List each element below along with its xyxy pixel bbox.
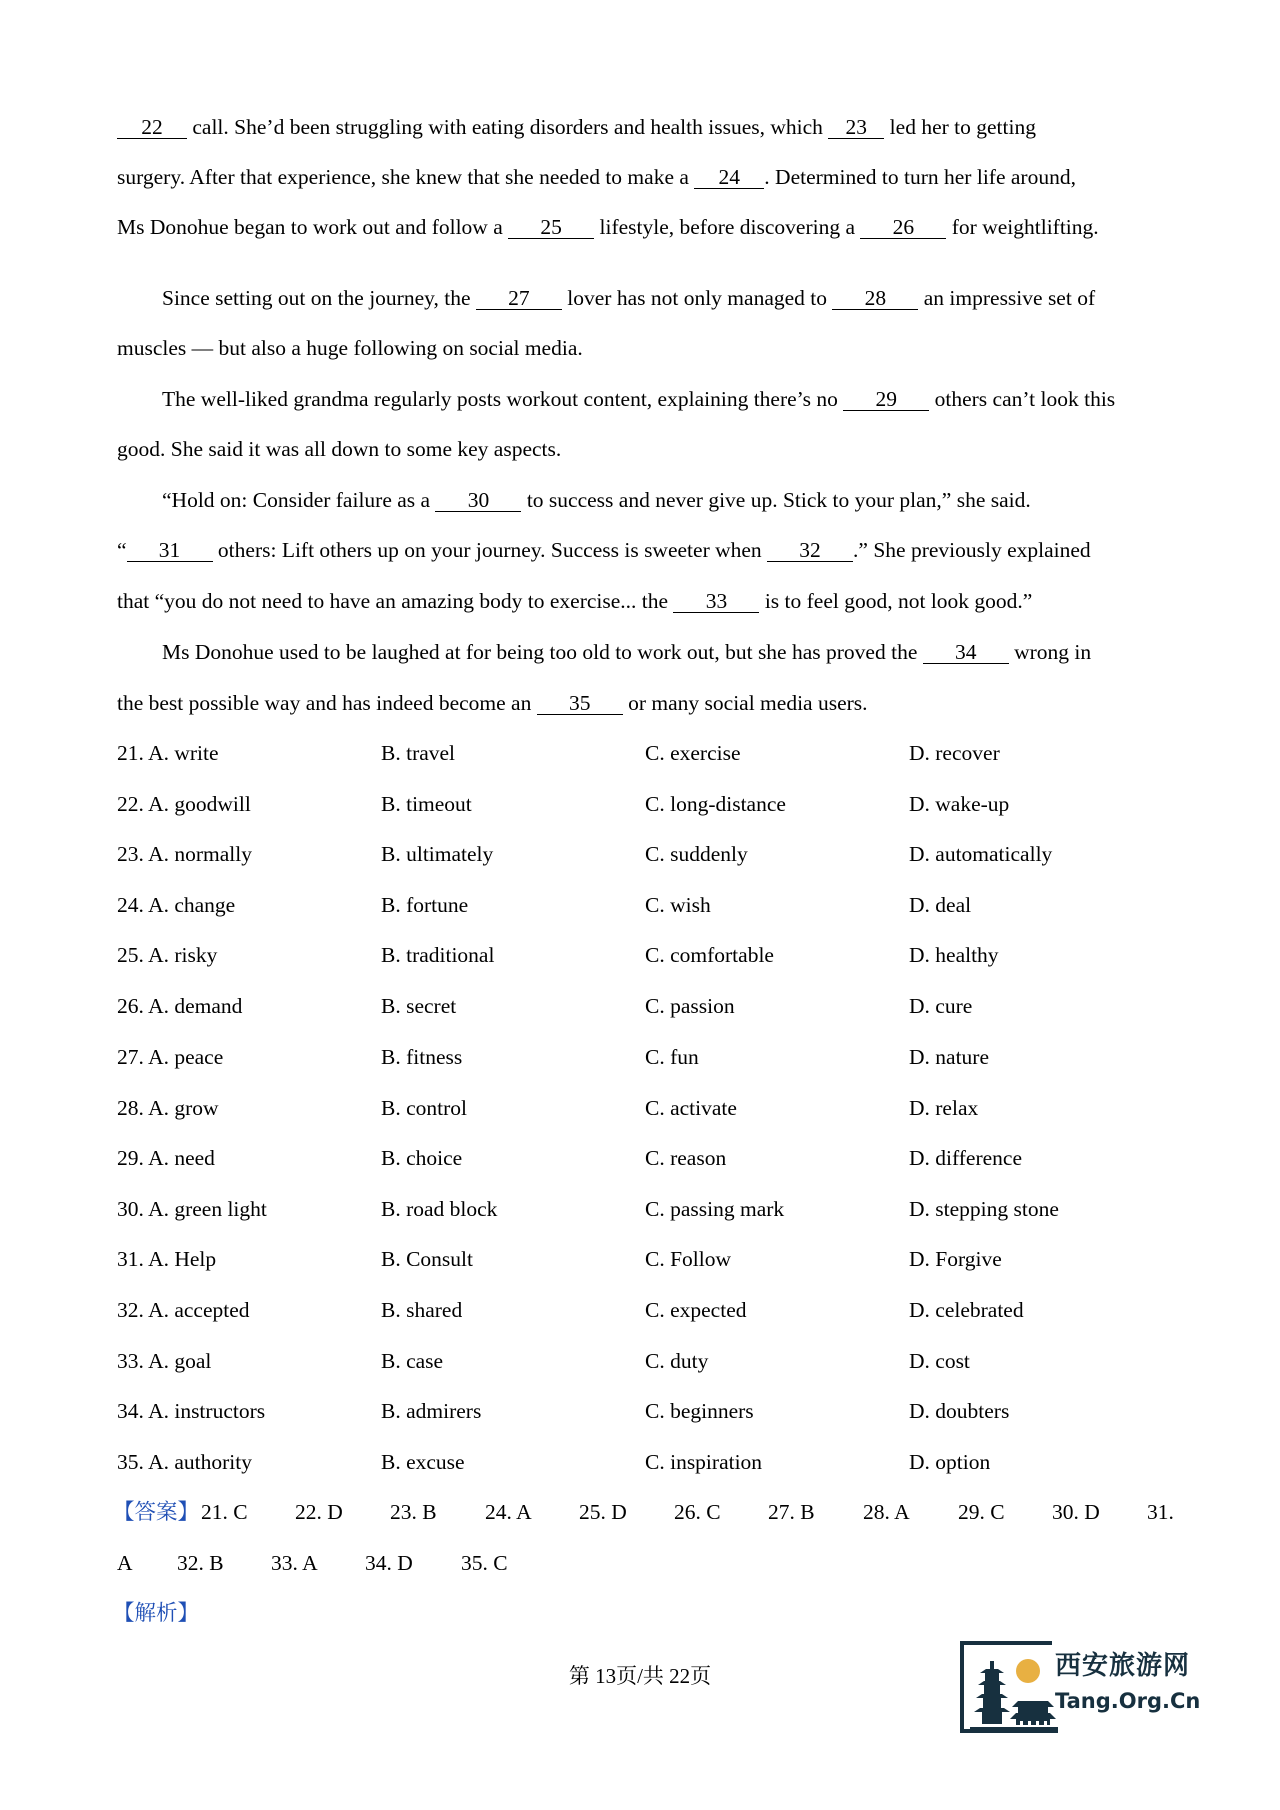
option-b: B. timeout <box>381 792 472 816</box>
blank-26: 26 <box>860 216 946 239</box>
blank-25: 25 <box>508 216 594 239</box>
passage-line-9: “ 31 others: Lift others up on your journey. Success is sweeter when 32 .” She previously explained <box>117 538 1091 562</box>
answer-item: 25. D <box>579 1500 627 1524</box>
option-c: C. reason <box>645 1146 727 1170</box>
answer-item: 31. <box>1147 1500 1174 1524</box>
option-row-34 <box>117 1397 1157 1425</box>
option-a: 34. A. instructors <box>117 1399 266 1423</box>
option-row-30 <box>117 1195 1157 1223</box>
option-c: C. passion <box>645 994 735 1018</box>
option-d: D. recover <box>909 741 1000 765</box>
option-d: D. deal <box>909 893 972 917</box>
option-b: B. travel <box>381 741 456 765</box>
option-a: 27. A. peace <box>117 1045 224 1069</box>
passage-line-11: Ms Donohue used to be laughed at for being too old to work out, but she has proved the 34 wrong in <box>162 640 1092 664</box>
blank-30: 30 <box>435 489 521 512</box>
passage-line-5: muscles — but also a huge following on social media. <box>117 336 583 360</box>
option-c: C. comfortable <box>645 943 774 967</box>
option-d: D. wake-up <box>909 792 1010 816</box>
option-a: 21. A. write <box>117 741 219 765</box>
passage-line-3: Ms Donohue began to work out and follow a 25 lifestyle, before discovering a 26 for weightlifting. <box>117 215 1099 239</box>
option-c: C. passing mark <box>645 1197 785 1221</box>
answer-item: 22. D <box>295 1500 343 1524</box>
option-b: B. admirers <box>381 1399 482 1423</box>
answer-item: 30. D <box>1052 1500 1100 1524</box>
option-b: B. shared <box>381 1298 463 1322</box>
blank-23: 23 <box>828 116 884 139</box>
analysis-label: 【解析】 <box>113 1601 200 1625</box>
answer-item: 33. A <box>271 1551 318 1575</box>
blank-32: 32 <box>767 539 853 562</box>
option-a: 35. A. authority <box>117 1450 252 1474</box>
option-d: D. difference <box>909 1146 1023 1170</box>
logo-name: 西安旅游网 <box>1055 1651 1191 1681</box>
option-a: 29. A. need <box>117 1146 215 1170</box>
passage-line-1: 22 call. She’d been struggling with eating disorders and health issues, which 23 led her to getting <box>117 113 1187 141</box>
option-row-26 <box>117 992 1157 1020</box>
answer-row-1 <box>113 1498 1197 1526</box>
answer-item: 32. B <box>177 1551 224 1575</box>
passage-line-6: The well-liked grandma regularly posts workout content, explaining there’s no 29 others can’t look this <box>162 387 1116 411</box>
option-row-32 <box>117 1296 1157 1324</box>
answer-item: 21. C <box>201 1500 248 1524</box>
page-number: 第 13页/共 22页 <box>568 1664 712 1688</box>
option-row-21 <box>117 739 1157 767</box>
answer-item: 24. A <box>485 1500 532 1524</box>
option-c: C. fun <box>645 1045 699 1069</box>
option-b: B. excuse <box>381 1450 465 1474</box>
blank-24: 24 <box>694 166 764 189</box>
option-c: C. activate <box>645 1096 737 1120</box>
option-row-29 <box>117 1144 1157 1172</box>
option-a: 24. A. change <box>117 893 236 917</box>
option-b: B. ultimately <box>381 842 494 866</box>
answer-item: 34. D <box>365 1551 413 1575</box>
answer-item: 29. C <box>958 1500 1005 1524</box>
option-c: C. wish <box>645 893 711 917</box>
answer-item: 27. B <box>768 1500 815 1524</box>
option-d: D. option <box>909 1450 991 1474</box>
blank-29: 29 <box>843 388 929 411</box>
answer-item: 35. C <box>461 1551 508 1575</box>
option-a: 26. A. demand <box>117 994 243 1018</box>
option-c: C. suddenly <box>645 842 748 866</box>
option-row-22 <box>117 790 1157 818</box>
blank-27: 27 <box>476 287 562 310</box>
passage-line-2: surgery. After that experience, she knew that she needed to make a 24 . Determined to turn her life around, <box>117 165 1076 189</box>
option-b: B. choice <box>381 1146 463 1170</box>
site-logo[interactable] <box>960 1637 1210 1743</box>
option-row-25 <box>117 941 1157 969</box>
passage-line-4: Since setting out on the journey, the 27 lover has not only managed to 28 an impressive set of <box>162 286 1096 310</box>
pagoda-icon <box>968 1647 1060 1737</box>
option-c: C. beginners <box>645 1399 754 1423</box>
blank-22: 22 <box>117 116 187 139</box>
option-b: B. fortune <box>381 893 469 917</box>
passage-line-7: good. She said it was all down to some key aspects. <box>117 437 562 461</box>
option-row-23 <box>117 840 1157 868</box>
passage-line-12: the best possible way and has indeed become an 35 or many social media users. <box>117 691 868 715</box>
option-c: C. exercise <box>645 741 741 765</box>
passage-line-8: “Hold on: Consider failure as a 30 to success and never give up. Stick to your plan,” she said. <box>162 488 1031 512</box>
option-a: 30. A. green light <box>117 1197 267 1221</box>
answer-item: 26. C <box>674 1500 721 1524</box>
option-a: 23. A. normally <box>117 842 252 866</box>
option-d: D. automatically <box>909 842 1053 866</box>
answer-label: 【答案】 <box>113 1500 200 1524</box>
option-b: B. road block <box>381 1197 498 1221</box>
option-row-31 <box>117 1245 1157 1273</box>
option-d: D. Forgive <box>909 1247 1002 1271</box>
option-b: B. case <box>381 1349 444 1373</box>
option-c: C. Follow <box>645 1247 732 1271</box>
blank-33: 33 <box>673 590 759 613</box>
option-b: B. secret <box>381 994 457 1018</box>
option-b: B. Consult <box>381 1247 473 1271</box>
option-a: 32. A. accepted <box>117 1298 250 1322</box>
option-row-27 <box>117 1043 1157 1071</box>
option-d: D. stepping stone <box>909 1197 1059 1221</box>
option-d: D. healthy <box>909 943 999 967</box>
logo-url: Tang.Org.Cn <box>1055 1689 1201 1713</box>
option-b: B. fitness <box>381 1045 463 1069</box>
option-row-24 <box>117 891 1157 919</box>
answer-item: A <box>117 1551 133 1575</box>
option-a: 25. A. risky <box>117 943 218 967</box>
option-d: D. cure <box>909 994 973 1018</box>
option-row-33 <box>117 1347 1157 1375</box>
option-a: 28. A. grow <box>117 1096 219 1120</box>
answer-row-2 <box>117 1549 717 1577</box>
option-d: D. celebrated <box>909 1298 1024 1322</box>
option-b: B. traditional <box>381 943 495 967</box>
option-d: D. cost <box>909 1349 970 1373</box>
option-row-28 <box>117 1094 1157 1122</box>
option-c: C. expected <box>645 1298 747 1322</box>
blank-34: 34 <box>923 641 1009 664</box>
blank-28: 28 <box>832 287 918 310</box>
option-a: 33. A. goal <box>117 1349 212 1373</box>
option-d: D. relax <box>909 1096 979 1120</box>
option-c: C. duty <box>645 1349 709 1373</box>
option-c: C. long-distance <box>645 792 786 816</box>
option-c: C. inspiration <box>645 1450 763 1474</box>
option-d: D. doubters <box>909 1399 1010 1423</box>
blank-35: 35 <box>537 692 623 715</box>
blank-31: 31 <box>127 539 213 562</box>
answer-item: 28. A <box>863 1500 910 1524</box>
option-b: B. control <box>381 1096 467 1120</box>
option-d: D. nature <box>909 1045 989 1069</box>
option-a: 22. A. goodwill <box>117 792 251 816</box>
passage-line-10: that “you do not need to have an amazing body to exercise... the 33 is to feel good, not look good.” <box>117 589 1033 613</box>
option-row-35 <box>117 1448 1157 1476</box>
analysis-heading <box>113 1599 199 1627</box>
option-a: 31. A. Help <box>117 1247 217 1271</box>
answer-item: 23. B <box>390 1500 437 1524</box>
